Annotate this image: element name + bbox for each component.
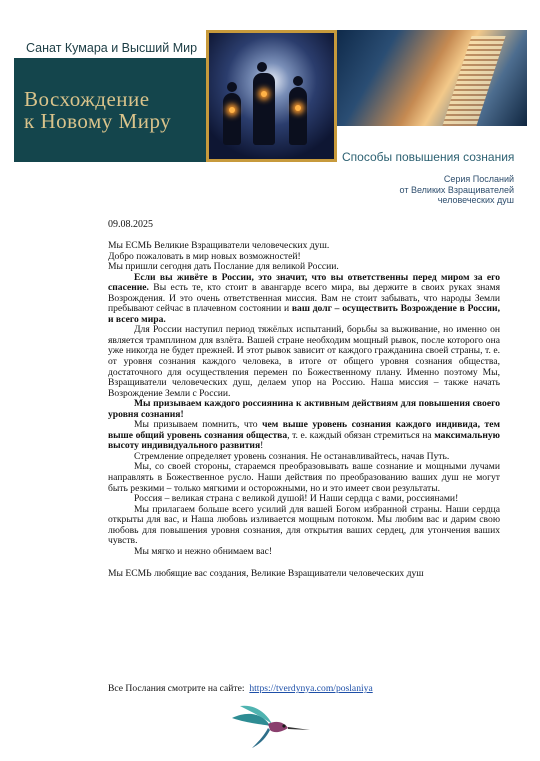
glow-dot	[229, 107, 235, 113]
message-date: 09.08.2025	[108, 219, 153, 230]
banner-main-title-line2: к Новому Миру	[24, 109, 172, 133]
banner-sky-image	[337, 30, 527, 126]
bold-text: максимальную высоту индивидуального развития	[108, 429, 500, 452]
message-body	[108, 241, 500, 580]
figure-silhouette	[289, 87, 307, 145]
series-line2: от Великих Взращивателей	[399, 184, 514, 195]
paragraph: Россия – великая страна с великой душой! И Наши сердца с вами, россиянами!	[134, 493, 459, 505]
series-caption	[400, 174, 514, 206]
paragraph: Для России наступил период тяжёлых испытаний, борьбы за выживание, но именно он является трамплином для взлёта. Вашей стране необходим мощный рывок, после которого она уже никогда не будет прежней. И этот рывок зависит от каждого гражданина своей страны, т. е. от уровня сознания каждого человека, в итоге от общего уровня сознания общества, достаточного для осуществления перемен по Божественному плану. Именно поэтому Мы, Взращиватели человеческих душ, делаем упор на Россию. Наша миссия – также начать Возрождение Земли с России.	[108, 324, 500, 399]
figure-silhouette	[253, 73, 275, 145]
paragraph	[108, 420, 500, 452]
paragraph-text: Мы призываем помнить, что	[134, 419, 263, 431]
series-line1: Серия Посланий	[443, 174, 514, 184]
paragraph	[108, 399, 500, 420]
paragraph-text: , т. е. каждый обязан стремиться на	[287, 429, 435, 441]
hummingbird-logo-icon	[226, 700, 312, 752]
header-banner	[14, 30, 527, 162]
banner-subtitle: Способы повышения сознания	[342, 150, 515, 164]
stairs-to-sky	[442, 36, 505, 126]
paragraph: Мы мягко и нежно обнимаем вас!	[134, 545, 273, 557]
footer-text: Все Послания смотрите на сайте:	[108, 683, 245, 694]
paragraph: Мы ЕСМЬ Великие Взращиватели человеческих душ.	[108, 240, 330, 251]
bold-text: Если вы живёте в России, это значит, что вы ответственны перед миром за его спасение.	[108, 271, 500, 294]
banner-main-title	[24, 88, 171, 132]
bold-text: ваш долг – осуществить Возрождение в России, и всего мира.	[108, 303, 500, 325]
banner-top-title: Санат Кумара и Высший Мир	[26, 41, 198, 55]
bold-text: Мы призываем каждого россиянина к активным действиям для повышения своего уровня сознания!	[108, 398, 500, 420]
signature: Мы ЕСМЬ любящие вас создания, Великие Взращиватели человеческих душ	[108, 568, 424, 580]
footer-line	[108, 683, 373, 694]
paragraph-text: Вы есть те, кто стоит в авангарде всего мира, вы держите в своих руках знамя Возрождения. И это очень ответственная миссия. Вам не стоит забывать, что народы Земли пребывают сейчас в плачевном состоянии и	[108, 282, 500, 315]
figure-silhouette	[223, 93, 241, 145]
glow-dot	[295, 105, 301, 111]
series-line3: человеческих душ	[437, 195, 514, 205]
banner-main-title-line1: Восхождение	[24, 87, 150, 111]
paragraph: Добро пожаловать в мир новых возможностей!	[108, 250, 301, 262]
paragraph: Стремление определяет уровень сознания. Не останавливайтесь, начав Путь.	[134, 450, 450, 462]
paragraph-text: !	[260, 440, 264, 452]
paragraph: Мы, со своей стороны, стараемся преобразовывать ваше сознание и мощными лучами направлять в Божественное русло. Наши действия по преобразованию ваших душ не могут быть резкими – только мягкими и осторожными, но и это имеет свои результаты.	[108, 461, 500, 494]
paragraph: Мы пришли сегодня дать Послание для великой России.	[108, 261, 339, 273]
banner-figures-image	[206, 30, 337, 162]
site-link[interactable]: https://tverdynya.com/poslaniya	[249, 683, 373, 694]
glow-dot	[261, 91, 267, 97]
paragraph: Мы прилагаем больше всего усилий для вашей Богом избранной страны. Наши сердца открыты для вас, и Наша любовь изливается мощным потоком. Мы любим вас и дарим свою любовь для повышения уровня сознания, для открытия ваших сердец, для утончения ваших чувств.	[108, 503, 500, 547]
bold-text: чем выше уровень сознания каждого индивида, тем выше общий уровень сознания общества	[108, 419, 501, 441]
paragraph	[108, 273, 500, 326]
